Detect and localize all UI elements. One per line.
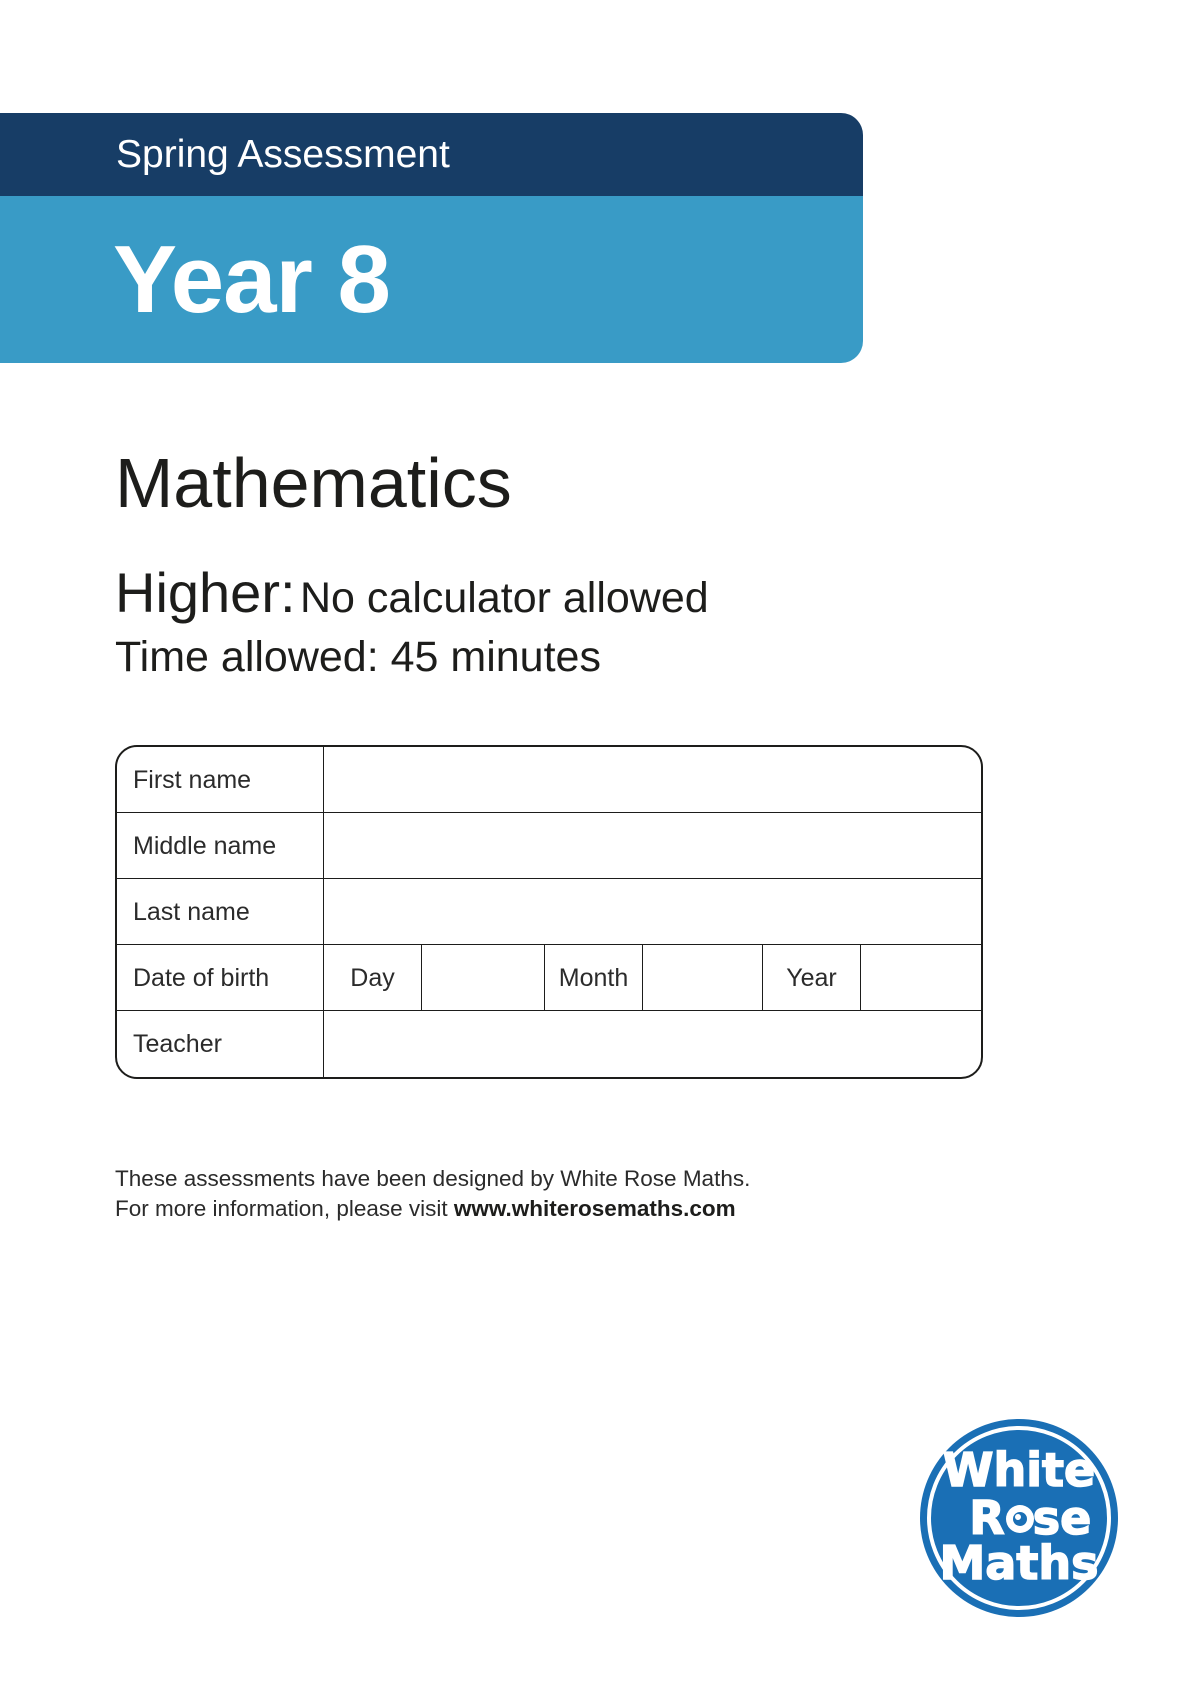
assessment-subtitle: Spring Assessment: [0, 113, 863, 196]
subject-title: Mathematics: [115, 444, 512, 522]
time-allowed: Time allowed: 45 minutes: [115, 633, 601, 681]
footer-line-2: [115, 1194, 750, 1224]
last-name-label: Last name: [117, 879, 324, 944]
first-name-field[interactable]: [324, 747, 981, 812]
year-label: Year: [763, 945, 861, 1010]
middle-name-label: Middle name: [117, 813, 324, 878]
teacher-label: Teacher: [117, 1011, 324, 1077]
tier-line: [115, 561, 709, 624]
first-name-row: [117, 747, 981, 813]
rose-icon: [1006, 1505, 1034, 1533]
footer-line-1: These assessments have been designed by White Rose Maths.: [115, 1166, 751, 1191]
first-name-label: First name: [117, 747, 324, 812]
date-of-birth-row: [117, 945, 981, 1011]
day-field[interactable]: [422, 945, 545, 1010]
date-of-birth-label: Date of birth: [117, 945, 324, 1010]
logo-text-r: R: [969, 1491, 1005, 1545]
title-banner: [0, 113, 863, 363]
student-details-table: [115, 745, 983, 1079]
day-label: Day: [324, 945, 422, 1010]
white-rose-maths-logo: [917, 1416, 1121, 1620]
footer-line-2-prefix: For more information, please visit: [115, 1196, 454, 1221]
footer-info: [115, 1164, 750, 1224]
middle-name-row: [117, 813, 981, 879]
last-name-field[interactable]: [324, 879, 981, 944]
year-field[interactable]: [861, 945, 981, 1010]
logo-text-se: se: [1032, 1491, 1092, 1545]
logo-text-maths: Maths: [939, 1536, 1099, 1590]
middle-name-field[interactable]: [324, 813, 981, 878]
month-field[interactable]: [643, 945, 763, 1010]
website-link[interactable]: www.whiterosemaths.com: [453, 1196, 736, 1221]
teacher-row: [117, 1011, 981, 1077]
last-name-row: [117, 879, 981, 945]
year-title: Year 8: [0, 196, 863, 363]
teacher-field[interactable]: [324, 1011, 981, 1077]
logo-text-white: White: [942, 1443, 1096, 1497]
tier-description: No calculator allowed: [299, 574, 709, 622]
month-label: Month: [545, 945, 643, 1010]
tier-name: Higher:: [115, 561, 296, 624]
